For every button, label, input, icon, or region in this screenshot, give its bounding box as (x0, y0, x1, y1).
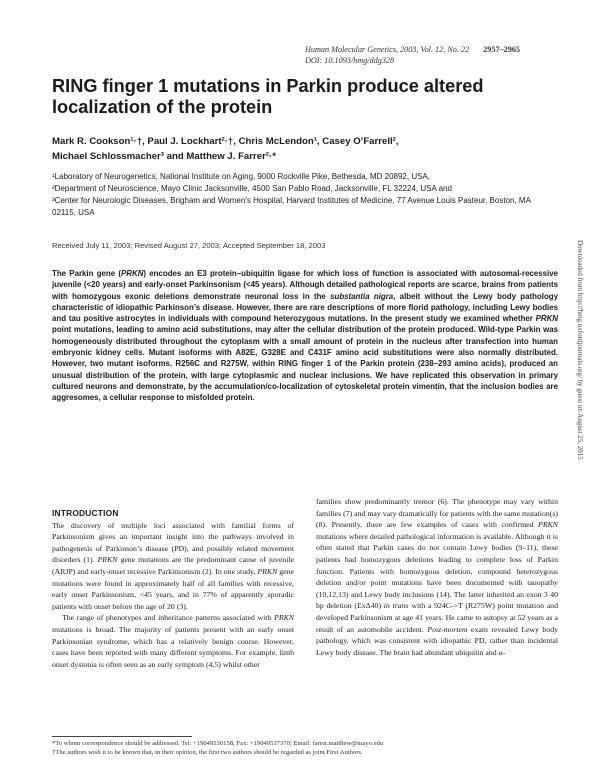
doi: DOI: 10.1093/hmg/ddg328 (304, 56, 395, 65)
body-column-left (52, 508, 294, 670)
gene-name: PRKN (535, 314, 558, 324)
journal-header (305, 44, 520, 66)
correspondence-footnote: *To whom correspondence should be addressed. Tel: +19049530158; Fax: +19049537370; Email: farrer.matthew@mayo.edu (52, 740, 384, 747)
term-italic: in trans (383, 601, 409, 611)
author-list (52, 134, 532, 164)
gene-name: PRKN (257, 566, 278, 576)
affiliation-2: ²Department of Neuroscience, Mayo Clinic Jacksonville, 4500 San Pablo Road, Jacksonville, FL 32224, USA and (52, 184, 452, 193)
gene-name: PRKN (538, 520, 558, 530)
abstract-text: The Parkin gene ( (52, 269, 122, 278)
abstract (52, 268, 558, 404)
paragraph: The discovery of multiple loci associated with familial forms of Parkinsonism gives an important insight into the pathways involved in pathogenesis of Parkinson’s disease (PD), and possibly related movement disorders (1). PRKN gene mutations are the predominant cause of juvenile (ARJP) and early-onset recessive Parkinsonism (2). In one study, PRKN gene mutations were found in approximately half of all families with recessive, early onset Parkinsonism, <45 years, and in 77% of apparently sporadic patients with onset before the age of 20 (3). (52, 520, 294, 611)
page-range: 2957–2965 (483, 45, 520, 54)
download-notice: Downloaded from http://hmg.oxfordjournals.org/ by guest on August 25, 2015 (576, 240, 584, 460)
body-column-right (316, 496, 558, 658)
abstract-text: ) encodes an E3 protein–ubiquitin ligase for which loss of function is associated with autosomal-recessive juvenile (<20 years) and early-onset Parkinsonism (<45 years). Although detailed pathological reports are scarce, brains from patients with homozygous exonic deletions demonstrate neuronal loss in the (52, 269, 558, 301)
footnotes (52, 739, 558, 757)
gene-name: PRKN (274, 613, 294, 623)
authors-line-1: Mark R. Cookson¹·†, Paul J. Lockhart²·†, Chris McLendon¹, Casey O’Farrell², (52, 136, 399, 147)
footnote-divider (52, 736, 192, 737)
affiliation-1: ¹Laboratory of Neurogenetics, National Institute on Aging, 9000 Rockville Pike, Bethesda, MD 20892, USA, (52, 172, 430, 181)
term-italic: substantia nigra (330, 291, 394, 301)
gene-name: PRKN (97, 555, 118, 565)
affiliation-3: ³Center for Neurologic Diseases, Brigham and Women’s Hospital, Harvard Institutes of Medicine, 77 Avenue Louis Pasteur, Boston, MA 02115, USA (52, 196, 531, 217)
joint-authors-footnote: †The authors wish it to be known that, in their opinion, the first two authors should be regarded as joint First Authors. (52, 749, 363, 756)
authors-line-2: Michael Schlossmacher³ and Matthew J. Farrer²·* (52, 151, 276, 162)
paragraph: families show predominantly tremor (6). The phenotype may vary within families (7) and may vary dramatically for patients with the same mutation(s) (8). Presently, there are few examples of cases with confirmed PRKN mutations where detailed pathological information is available. Although it is often stated that Parkin cases do not contain Lewy bodies (9–11), these patients had homozygous deletions leading to complete loss of Parkin function. Patients with homozygous deletion, compound heterozygous deletion and/or point mutations have been documented with tauopathy (10,12,13) and Lewy body inclusions (14). The latter inherited an exon 3 40 bp deletion (ExΔ40) in trans with a 924C->T (R275W) point mutation and developed Parkinsonism at age 41 years. He came to autopsy at 52 years as a result of an automobile accident. Post-mortem exam revealed Lewy body pathology, which was consistent with idiopathic PD, rather than incidental Lewy body disease. The brain had abundant ubiquitin and α- (316, 497, 558, 657)
abstract-text: point mutations, leading to amino acid substitutions, may alter the cellular distribution of the protein produced. Wild-type Parkin was homogeneously distributed throughout the cytoplasm with a small amount of protein in the nucleus after transfection into human embryonic kidney cells. Mutant isoforms with A82E, G328E and C431F amino acid substitutions were also normally distributed. However, two mutant isoforms, R256C and R275W, within RING finger 1 of the Parkin protein (238–293 amino acids), produced an unusual distribution of the protein, with large cytoplasmic and nuclear inclusions. We have replicated this observation in primary cultured neurons and demonstrate, by the accumulation/co-localization of cytoskeletal protein vimentin, that the inclusion bodies are aggresomes, a cellular response to misfolded protein. (52, 325, 558, 403)
paragraph: The range of phenotypes and inheritance patterns associated with PRKN mutations is broad. The majority of patients present with an early onset Parkinsonian syndrome, which has a relatively benign course. However, cases have been reported with many different symptoms. For example, limb onset dystonia is often seen as an early symptom (4,5) whilst other (52, 613, 294, 669)
received-dates: Received July 11, 2003; Revised August 27, 2003; Accepted September 18, 2003 (52, 241, 326, 250)
affiliations (52, 171, 532, 219)
abstract-text: , albeit without the Lewy body pathology characteristic of idiopathic Parkinson’s disease. However, there are rare descriptions of more florid pathology, including Lewy bodies and tau positive astrocytes in individuals with compound heterozygous mutations. In the present study we examined whether (52, 291, 558, 324)
paper-title: RING finger 1 mutations in Parkin produce altered localization of the protein (52, 76, 484, 117)
gene-name: PRKN (121, 269, 144, 278)
term-italic: Post-mortem (427, 624, 468, 634)
section-heading: INTRODUCTION (52, 508, 119, 518)
journal-citation: Human Molecular Genetics, 2003, Vol. 12, No. 22 (304, 45, 470, 54)
